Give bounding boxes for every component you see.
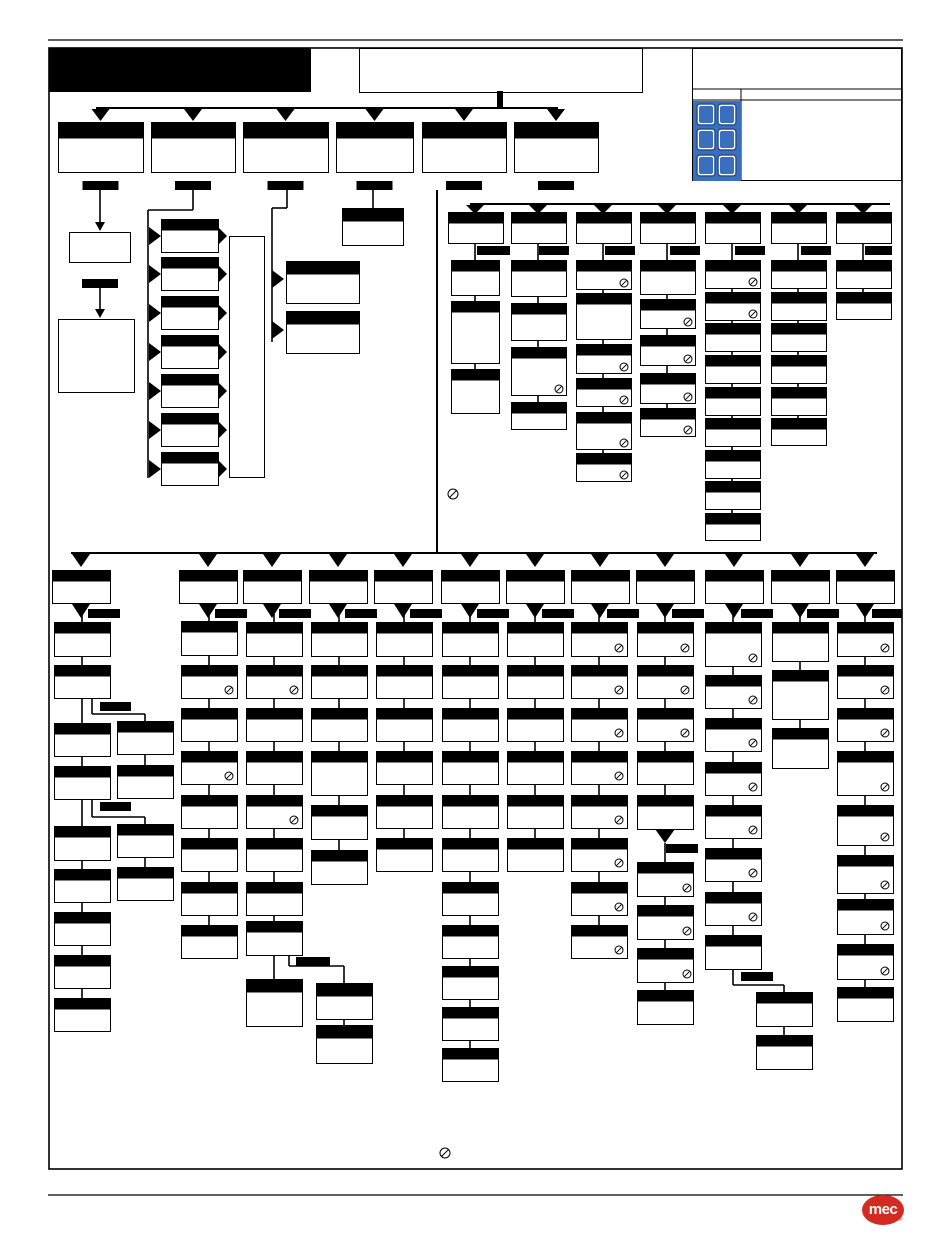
button-tab [872, 609, 902, 618]
lower-submenu-box-header [638, 752, 694, 763]
lower-menu-box-header [180, 571, 238, 582]
submenu-box-header [287, 262, 360, 275]
right-triangle [149, 460, 161, 478]
lower-submenu-box-header [638, 666, 694, 677]
menu-boxes [53, 123, 895, 1082]
button-tab [605, 246, 635, 255]
lower-submenu-box-header [638, 796, 694, 807]
lower-submenu-box-header [706, 763, 762, 774]
button-tab [296, 957, 330, 966]
upper-submenu-box-header [512, 348, 567, 359]
bus-stub [497, 91, 503, 107]
upper-submenu-box-header [452, 302, 500, 313]
lower-submenu-box-header [757, 993, 813, 1004]
lower-submenu-box-header [443, 752, 499, 763]
lower-submenu-box-header [312, 666, 368, 677]
lower-menu-box-header [772, 571, 830, 582]
lower-submenu-box-header [55, 827, 111, 838]
lower-submenu-box-header [55, 724, 111, 735]
lower-menu-box-header [375, 571, 433, 582]
upper-submenu-box-header [706, 419, 761, 430]
button-tab [279, 609, 311, 618]
right-triangle [218, 227, 227, 245]
lower-submenu-box-header [55, 767, 111, 778]
lower-menu-box-header [837, 571, 895, 582]
lower-triangle [791, 554, 809, 567]
lower-submenu-box-header [55, 913, 111, 924]
lower-submenu-box-header [838, 806, 894, 817]
top-menu-box-header [244, 123, 329, 139]
mec-logo: mec [862, 1195, 904, 1225]
top-tab [538, 181, 574, 190]
button-tab [88, 609, 120, 618]
lower-submenu-box-header [182, 926, 238, 937]
right-triangle [272, 270, 284, 288]
lower-submenu-box-header [706, 676, 762, 687]
lower-submenu-box-header [443, 839, 499, 850]
upper-submenu-box-header [577, 379, 632, 390]
lower-submenu-box-header [706, 719, 762, 730]
submenu-box-header [343, 209, 404, 222]
lower-menu-box-header [244, 571, 302, 582]
lower-submenu-box-header [118, 722, 174, 733]
top-tab [175, 181, 211, 190]
keypad-button-face [699, 157, 713, 174]
submenu-box-header [162, 375, 219, 386]
lower-submenu-box-header [638, 623, 694, 634]
button-tab [807, 609, 839, 618]
upper-submenu-box-header [577, 345, 632, 356]
lower-submenu-box-header [182, 752, 238, 763]
side-box [230, 237, 265, 478]
upper-submenu-box-header [772, 356, 827, 367]
lower-submenu-box-header [838, 988, 894, 999]
upper-submenu-box-header [706, 324, 761, 335]
lower-submenu-box-header [773, 671, 829, 682]
upper-submenu-box-header [641, 300, 696, 311]
submenu-box-header [162, 258, 219, 269]
lower-submenu-box-header [55, 870, 111, 881]
button-tab [215, 609, 247, 618]
top-triangle [92, 109, 110, 121]
top-tab [446, 181, 482, 190]
submenu-box-header [287, 312, 360, 325]
lower-triangle [329, 554, 347, 567]
lower-submenu-box-header [638, 709, 694, 720]
upper-menu-box-header [449, 213, 504, 224]
lower-submenu-box-header [706, 936, 762, 947]
right-triangle [218, 304, 227, 322]
lower-triangle [656, 554, 674, 567]
keypad-button-face [699, 106, 713, 123]
upper-submenu-box-header [452, 370, 500, 381]
lower-submenu-box-header [182, 666, 238, 677]
right-triangle [149, 343, 161, 361]
right-triangle [149, 265, 161, 283]
lower-submenu-box-header [572, 752, 628, 763]
upper-menu-box-header [837, 213, 892, 224]
lower-submenu-box-header [638, 906, 694, 917]
lower-submenu-box-header [572, 883, 628, 894]
top-triangle [184, 109, 202, 121]
lower-submenu-box-header [508, 623, 564, 634]
lower-submenu-box-header [247, 752, 303, 763]
lower-submenu-box-header [182, 839, 238, 850]
button-tab [100, 702, 131, 711]
lower-submenu-box-header [312, 709, 368, 720]
button-tab [672, 609, 704, 618]
upper-submenu-box-header [706, 482, 761, 493]
upper-submenu-box-header [706, 356, 761, 367]
lower-triangle [329, 604, 347, 618]
lower-submenu-box-header [508, 752, 564, 763]
lower-submenu-box-header [182, 796, 238, 807]
top-menu-box-header [152, 123, 236, 139]
upper-submenu-box-header [772, 324, 827, 335]
upper-submenu-box-header [512, 261, 567, 272]
lower-triangle [526, 554, 544, 567]
upper-submenu-box-header [772, 293, 827, 304]
lower-submenu-box-header [508, 666, 564, 677]
lower-menu-box-header [637, 571, 695, 582]
lower-submenu-box-header [312, 752, 368, 763]
lower-triangle [526, 604, 544, 618]
lower-submenu-box-header [377, 752, 433, 763]
lower-submenu-box-header [377, 796, 433, 807]
right-triangle [149, 421, 161, 439]
lower-submenu-box-header [773, 623, 829, 634]
lower-submenu-box-header [838, 945, 894, 956]
lower-submenu-box-header [757, 1036, 813, 1047]
lower-submenu-box-header [443, 1049, 499, 1060]
lower-submenu-box-header [118, 825, 174, 836]
lower-submenu-box-header [838, 752, 894, 763]
lower-submenu-box-header [312, 623, 368, 634]
keypad-button-face [720, 131, 734, 148]
lower-submenu-box-header [838, 900, 894, 911]
lower-submenu-box-header [443, 796, 499, 807]
top-menu-box-header [515, 123, 599, 139]
upper-submenu-box-header [706, 514, 761, 525]
lower-submenu-box-header [508, 796, 564, 807]
button-tab [666, 844, 698, 853]
arrow-head [95, 222, 105, 231]
keypad-button-face [720, 106, 734, 123]
lower-submenu-box-header [572, 796, 628, 807]
upper-submenu-box-header [772, 261, 827, 272]
top-triangle [547, 109, 565, 121]
button-tab [865, 246, 892, 255]
registered-mark: ® [898, 1217, 903, 1223]
right-triangle [272, 321, 284, 339]
prompt-box [70, 233, 131, 263]
keypad-button-face [699, 131, 713, 148]
upper-submenu-box-header [452, 261, 500, 272]
lower-submenu-box-header [508, 839, 564, 850]
lower-submenu-box-header [317, 984, 373, 997]
lower-submenu-box-header [706, 806, 762, 817]
lower-submenu-box-header [572, 666, 628, 677]
upper-submenu-box-header [772, 419, 827, 430]
lower-triangle [461, 604, 479, 618]
lower-submenu-box-header [247, 709, 303, 720]
button-tab [477, 246, 510, 255]
button-tab [477, 609, 509, 618]
upper-submenu-box-header [837, 261, 892, 272]
lower-triangle [856, 604, 874, 618]
title-banner [49, 48, 311, 92]
lower-submenu-box-header [55, 956, 111, 967]
upper-submenu-box-header [837, 293, 892, 304]
lower-menu-box-header [507, 571, 565, 582]
upper-menu-box-header [772, 213, 827, 224]
lower-triangle [461, 554, 479, 567]
right-triangle [149, 227, 161, 245]
lower-submenu-box-header [247, 922, 303, 933]
lower-submenu-box-header [377, 709, 433, 720]
lower-submenu-box-header [182, 709, 238, 720]
lower-submenu-box-header [443, 623, 499, 634]
lower-triangle [591, 554, 609, 567]
lower-submenu-box-header [443, 666, 499, 677]
lower-menu-box-header [53, 571, 111, 582]
upper-submenu-box-header [641, 261, 696, 272]
upper-submenu-box-header [706, 293, 761, 304]
button-tab [801, 246, 831, 255]
upper-menu-box-header [641, 213, 696, 224]
button-tab [410, 609, 442, 618]
keypad-button-face [720, 157, 734, 174]
top-menu-box-header [337, 123, 414, 139]
arrow-head [95, 309, 105, 318]
lower-triangle [394, 604, 412, 618]
upper-submenu-box-header [706, 451, 761, 462]
button-tab [539, 246, 569, 255]
upper-menu-box-header [706, 213, 761, 224]
lower-submenu-box-header [247, 883, 303, 894]
top-tab [268, 181, 304, 190]
lower-submenu-box-header [838, 856, 894, 867]
title-box [360, 49, 643, 93]
lower-triangle [591, 604, 609, 618]
lower-submenu-box-header [247, 623, 303, 634]
lower-triangle [725, 554, 743, 567]
button-tab [82, 279, 118, 288]
lower-submenu-box-header [377, 623, 433, 634]
lower-menu-box-header [572, 571, 630, 582]
lower-submenu-box-header [118, 868, 174, 879]
lower-submenu-box-header [638, 949, 694, 960]
top-tab [357, 181, 393, 190]
lower-submenu-box-header [638, 863, 694, 874]
right-triangle [218, 421, 227, 439]
right-triangle [218, 382, 227, 400]
lower-menu-box-header [442, 571, 500, 582]
upper-submenu-box-header [577, 454, 632, 465]
button-tab [345, 609, 377, 618]
lower-submenu-box-header [572, 839, 628, 850]
no-symbol-slash [450, 491, 457, 498]
upper-submenu-box-header [641, 336, 696, 347]
button-tab [607, 609, 639, 618]
info-panel [59, 320, 135, 393]
lower-triangle [72, 554, 90, 567]
no-symbol-slash [442, 1150, 449, 1157]
button-tab [100, 802, 131, 811]
lower-submenu-box-header [773, 729, 829, 740]
upper-submenu-box-header [772, 388, 827, 399]
lower-submenu-box-header [247, 839, 303, 850]
lower-triangle [394, 554, 412, 567]
lower-menu-box-header [310, 571, 368, 582]
submenu-box-header [162, 297, 219, 308]
right-triangle [218, 343, 227, 361]
upper-submenu-box-header [577, 413, 632, 424]
upper-submenu-box-header [577, 261, 632, 272]
right-triangle [218, 460, 227, 478]
lower-submenu-box-header [508, 709, 564, 720]
upper-submenu-box-header [512, 403, 567, 414]
lower-submenu-box-header [443, 883, 499, 894]
lower-submenu-box-header [55, 999, 111, 1010]
lower-submenu-box-header [247, 666, 303, 677]
lower-submenu-box-header [443, 709, 499, 720]
lower-triangle [655, 829, 675, 843]
lower-submenu-box-header [706, 893, 762, 904]
lower-triangle [263, 554, 281, 567]
lower-submenu-box-header [118, 766, 174, 777]
submenu-box-header [162, 414, 219, 425]
button-tab [735, 246, 765, 255]
button-tab [542, 609, 574, 618]
lower-triangle [72, 604, 90, 618]
upper-submenu-box-header [706, 388, 761, 399]
lower-submenu-box-header [55, 666, 111, 677]
lower-submenu-box-header [443, 926, 499, 937]
right-triangle [149, 382, 161, 400]
submenu-box-header [162, 220, 219, 231]
lower-triangle [263, 604, 281, 618]
lower-triangle [199, 604, 217, 618]
lower-submenu-box-header [377, 839, 433, 850]
upper-submenu-box-header [512, 304, 567, 315]
lower-submenu-box-header [182, 883, 238, 894]
lower-submenu-box-header [706, 849, 762, 860]
lower-submenu-box-header [706, 623, 762, 634]
lower-triangle [199, 554, 217, 567]
top-triangle [455, 109, 473, 121]
lower-submenu-box-header [638, 991, 694, 1002]
lower-menu-box-header [706, 571, 764, 582]
top-triangle [277, 109, 295, 121]
submenu-box-header [162, 453, 219, 464]
lower-submenu-box-header [838, 709, 894, 720]
top-menu-box-header [423, 123, 507, 139]
submenu-box-header [162, 336, 219, 347]
lower-submenu-box-header [377, 666, 433, 677]
lower-submenu-box-header [317, 1026, 373, 1039]
lower-submenu-box-header [247, 980, 303, 993]
lower-submenu-box-header [182, 622, 238, 633]
button-tab [741, 609, 773, 618]
button-tab [741, 972, 773, 981]
right-triangle [218, 265, 227, 283]
upper-submenu-box-header [641, 409, 696, 420]
upper-submenu-box-header [641, 374, 696, 385]
lower-submenu-box-header [443, 967, 499, 978]
lower-submenu-box-header [572, 709, 628, 720]
upper-menu-box-header [577, 213, 632, 224]
top-triangle [366, 109, 384, 121]
lower-submenu-box-header [55, 623, 111, 634]
lower-submenu-box-header [443, 1008, 499, 1019]
lower-submenu-box-header [838, 666, 894, 677]
lower-submenu-box-header [838, 623, 894, 634]
upper-submenu-box-header [706, 261, 761, 272]
lower-submenu-box-header [247, 796, 303, 807]
lower-triangle [656, 604, 674, 618]
lower-triangle [791, 604, 809, 618]
right-triangle [149, 304, 161, 322]
lower-triangle [856, 554, 874, 567]
lower-submenu-box-header [312, 806, 368, 817]
upper-submenu-box-header [577, 294, 632, 305]
button-tab [670, 246, 700, 255]
upper-menu-box-header [512, 213, 567, 224]
lower-submenu-box-header [572, 926, 628, 937]
lower-triangle [725, 604, 743, 618]
top-menu-box-header [59, 123, 144, 139]
lower-submenu-box-header [312, 851, 368, 862]
top-tab [83, 181, 119, 190]
lower-submenu-box-header [572, 623, 628, 634]
